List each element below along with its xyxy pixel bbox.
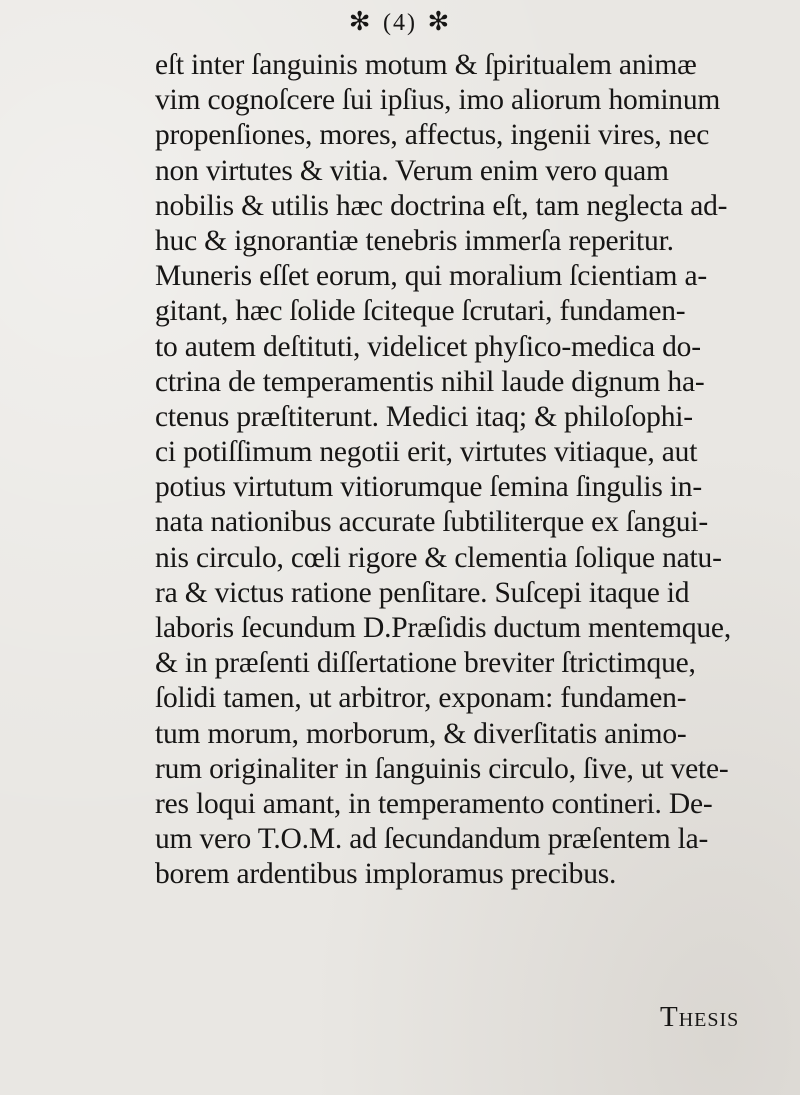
text-line: um vero T.O.M. ad ſecundandum præſentem la- <box>155 823 709 856</box>
text-line: rum originaliter in ſanguinis circulo, ſive, ut vete- <box>155 752 729 785</box>
text-line: non virtutes & vitia. Verum enim vero quam <box>155 154 669 187</box>
text-line: tum morum, morborum, & diverſitatis animo- <box>155 717 687 750</box>
text-line: res loqui amant, in temperamento contineri. De- <box>155 787 713 820</box>
text-line: potius virtutum vitiorumque ſemina ſingulis in- <box>155 471 702 504</box>
text-line: ctenus præſtiterunt. Medici itaq; & philoſophi- <box>155 400 693 433</box>
text-line: ctrina de temperamentis nihil laude dignum ha- <box>155 365 705 398</box>
page-number: (4) <box>383 10 417 36</box>
text-line: ra & victus ratione penſitare. Suſcepi itaque id <box>155 576 690 609</box>
text-line: nobilis & utilis hæc doctrina eſt, tam neglecta ad- <box>155 189 728 222</box>
text-line: & in præſenti diſſertatione breviter ſtrictimque, <box>155 647 696 680</box>
text-line: ſolidi tamen, ut arbitror, exponam: fundamen- <box>155 682 687 715</box>
text-line: Muneris eſſet eorum, qui moralium ſcientiam a- <box>155 260 707 293</box>
text-line: nis circulo, cœli rigore & clementia ſolique natu- <box>155 541 722 574</box>
ornament-right-icon: ✻ <box>427 7 452 36</box>
body-text <box>155 48 795 893</box>
text-line: to autem deſtituti, videlicet phyſico-medica do- <box>155 330 701 363</box>
text-line: borem ardentibus imploramus precibus. <box>155 858 617 891</box>
text-line: nata nationibus accurate ſubtiliterque ex ſangui- <box>155 506 708 539</box>
page-header <box>0 6 800 39</box>
text-line: propenſiones, mores, affectus, ingenii vires, nec <box>155 119 710 152</box>
text-line: laboris ſecundum D.Præſidis ductum mentemque, <box>155 612 732 644</box>
text-line: gitant, hæc ſolide ſciteque ſcrutari, fundamen- <box>155 295 686 328</box>
catchword: Thesis <box>660 1001 740 1033</box>
text-line: eſt inter ſanguinis motum & ſpiritualem animæ <box>155 49 697 81</box>
text-line: ci potiſſimum negotii erit, virtutes vitiaque, aut <box>155 436 698 469</box>
text-line: huc & ignorantiæ tenebris immerſa reperitur. <box>155 224 674 257</box>
text-line: vim cognoſcere ſui ipſius, imo aliorum hominum <box>155 84 721 117</box>
ornament-left-icon: ✻ <box>348 7 373 36</box>
